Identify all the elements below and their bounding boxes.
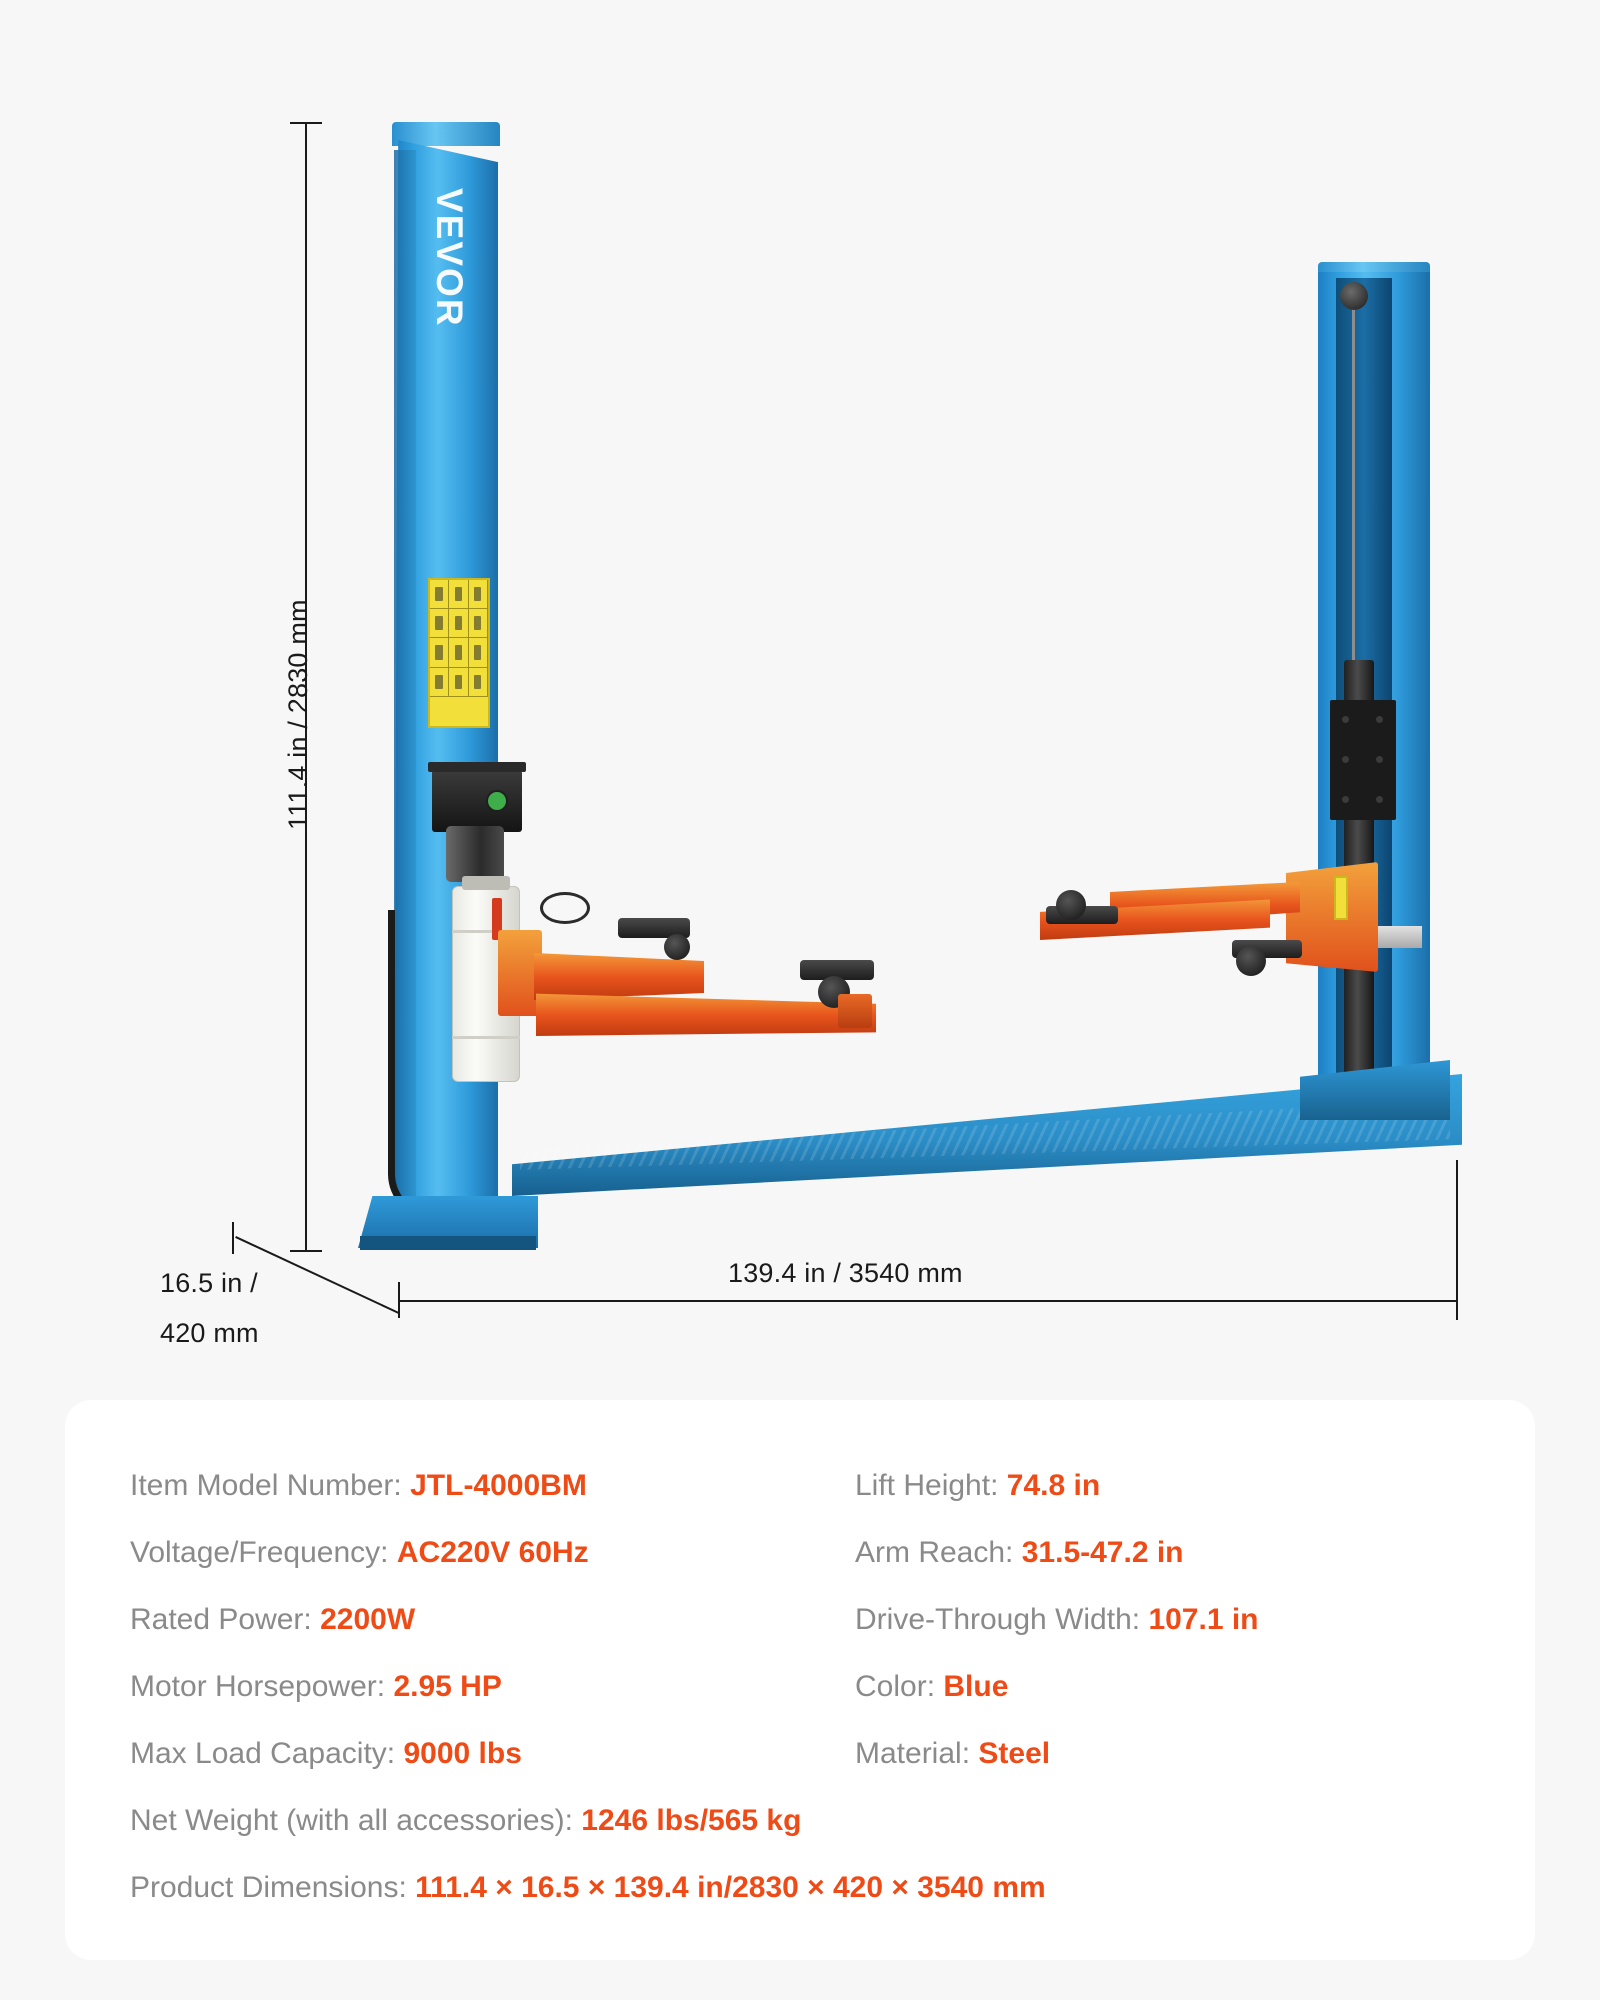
spec-label: Lift Height:: [855, 1469, 999, 1502]
spec-row: [130, 1519, 830, 1586]
spec-row: [130, 1586, 830, 1653]
sticker-row: [430, 668, 488, 697]
power-button-icon[interactable]: [486, 790, 508, 812]
specifications-card: [65, 1400, 1535, 1960]
block-hole: [1342, 796, 1349, 803]
left-base-foot: [360, 1236, 536, 1250]
width-dimension-tick-right: [1456, 1160, 1458, 1320]
sticker-cell: [449, 668, 468, 696]
sticker-row: [430, 638, 488, 667]
spec-row: [130, 1653, 830, 1720]
spec-label: Item Model Number:: [130, 1469, 402, 1502]
hydraulic-hose: [388, 910, 434, 1220]
left-arm-tip-bracket: [838, 994, 872, 1028]
spec-row-net-weight: [130, 1787, 1470, 1854]
spec-row: [130, 1787, 1470, 1854]
left-arm-knob-inner[interactable]: [664, 934, 690, 960]
sticker-cell: [469, 668, 488, 696]
tank-band: [452, 1036, 520, 1039]
block-hole: [1376, 756, 1383, 763]
sticker-cell: [449, 609, 468, 637]
spec-row: [855, 1586, 1475, 1653]
spec-column-left: [130, 1452, 830, 1787]
spec-label: Motor Horsepower:: [130, 1670, 386, 1703]
spec-value: Blue: [943, 1670, 1009, 1703]
width-dimension-label: 139.4 in / 3540 mm: [728, 1258, 963, 1288]
height-dimension-tick-top: [290, 122, 322, 124]
carriage-rubber-block: [1330, 700, 1396, 820]
spec-label: Drive-Through Width:: [855, 1603, 1141, 1636]
spec-value: 107.1 in: [1148, 1603, 1259, 1636]
spec-label: Voltage/Frequency:: [130, 1536, 389, 1569]
tank-cap: [462, 876, 510, 890]
spec-row: [130, 1720, 830, 1787]
spec-label: Rated Power:: [130, 1603, 312, 1636]
height-dimension-label: 111.4 in / 2830 mm: [283, 599, 313, 830]
sticker-row: [430, 580, 488, 609]
spec-value: 2.95 HP: [393, 1670, 502, 1703]
sticker-cell: [469, 638, 488, 666]
block-hole: [1342, 716, 1349, 723]
sticker-cell: [449, 580, 468, 608]
sticker-cell: [430, 609, 449, 637]
pulley-icon: [1340, 282, 1368, 310]
spec-value: 74.8 in: [1006, 1469, 1101, 1502]
spec-value: 2200W: [320, 1603, 416, 1636]
spec-value: 31.5-47.2 in: [1021, 1536, 1184, 1569]
right-arm-silver-tab: [1378, 926, 1422, 948]
brand-logo-text: VEVOR: [429, 188, 470, 328]
sticker-cell: [469, 609, 488, 637]
spec-row: [855, 1720, 1475, 1787]
spec-value: 1246 lbs/565 kg: [581, 1804, 802, 1837]
spec-value: AC220V 60Hz: [396, 1536, 589, 1569]
spec-label: Product Dimensions:: [130, 1871, 407, 1904]
motor-housing: [432, 770, 522, 832]
warning-label-sticker: [428, 578, 490, 728]
spec-label: Material:: [855, 1737, 971, 1770]
spec-value: JTL-4000BM: [410, 1469, 587, 1502]
spec-value: 111.4 × 16.5 × 139.4 in/2830 × 420 × 3540 mm: [415, 1871, 1046, 1904]
sticker-cell: [430, 580, 449, 608]
width-dimension-line: [398, 1300, 1458, 1302]
right-arm-knob-inner[interactable]: [1236, 946, 1266, 976]
motor-top-plate: [428, 762, 526, 772]
spec-row: [130, 1452, 830, 1519]
cable-loop: [540, 892, 590, 924]
spec-row: [855, 1519, 1475, 1586]
motor-cylinder: [446, 826, 504, 882]
arm-warning-strip: [1334, 876, 1348, 920]
sticker-row-text: [430, 697, 488, 726]
spec-row: [855, 1653, 1475, 1720]
spec-value: Steel: [978, 1737, 1051, 1770]
block-hole: [1376, 796, 1383, 803]
depth-dimension-label-line1: 16.5 in /: [160, 1268, 258, 1298]
block-hole: [1376, 716, 1383, 723]
spec-label: Max Load Capacity:: [130, 1737, 396, 1770]
sticker-cell: [430, 638, 449, 666]
sticker-cell: [469, 580, 488, 608]
sticker-cell: [430, 668, 449, 696]
depth-dimension-label-line2: 420 mm: [160, 1318, 259, 1348]
spec-row: [855, 1452, 1475, 1519]
height-dimension-tick-bottom: [290, 1250, 322, 1252]
spec-row: [130, 1854, 1510, 1921]
sticker-cell: [449, 638, 468, 666]
spec-row-product-dimensions: [130, 1854, 1510, 1921]
lift-cable: [1352, 300, 1355, 660]
block-hole: [1342, 756, 1349, 763]
depth-dimension-tick: [232, 1222, 234, 1254]
spec-label: Color:: [855, 1670, 936, 1703]
spec-label: Net Weight (with all accessories):: [130, 1804, 573, 1837]
spec-column-right: [855, 1452, 1475, 1787]
sticker-row: [430, 609, 488, 638]
right-arm-knob-outer[interactable]: [1056, 890, 1086, 920]
spec-label: Arm Reach:: [855, 1536, 1014, 1569]
spec-value: 9000 lbs: [403, 1737, 522, 1770]
